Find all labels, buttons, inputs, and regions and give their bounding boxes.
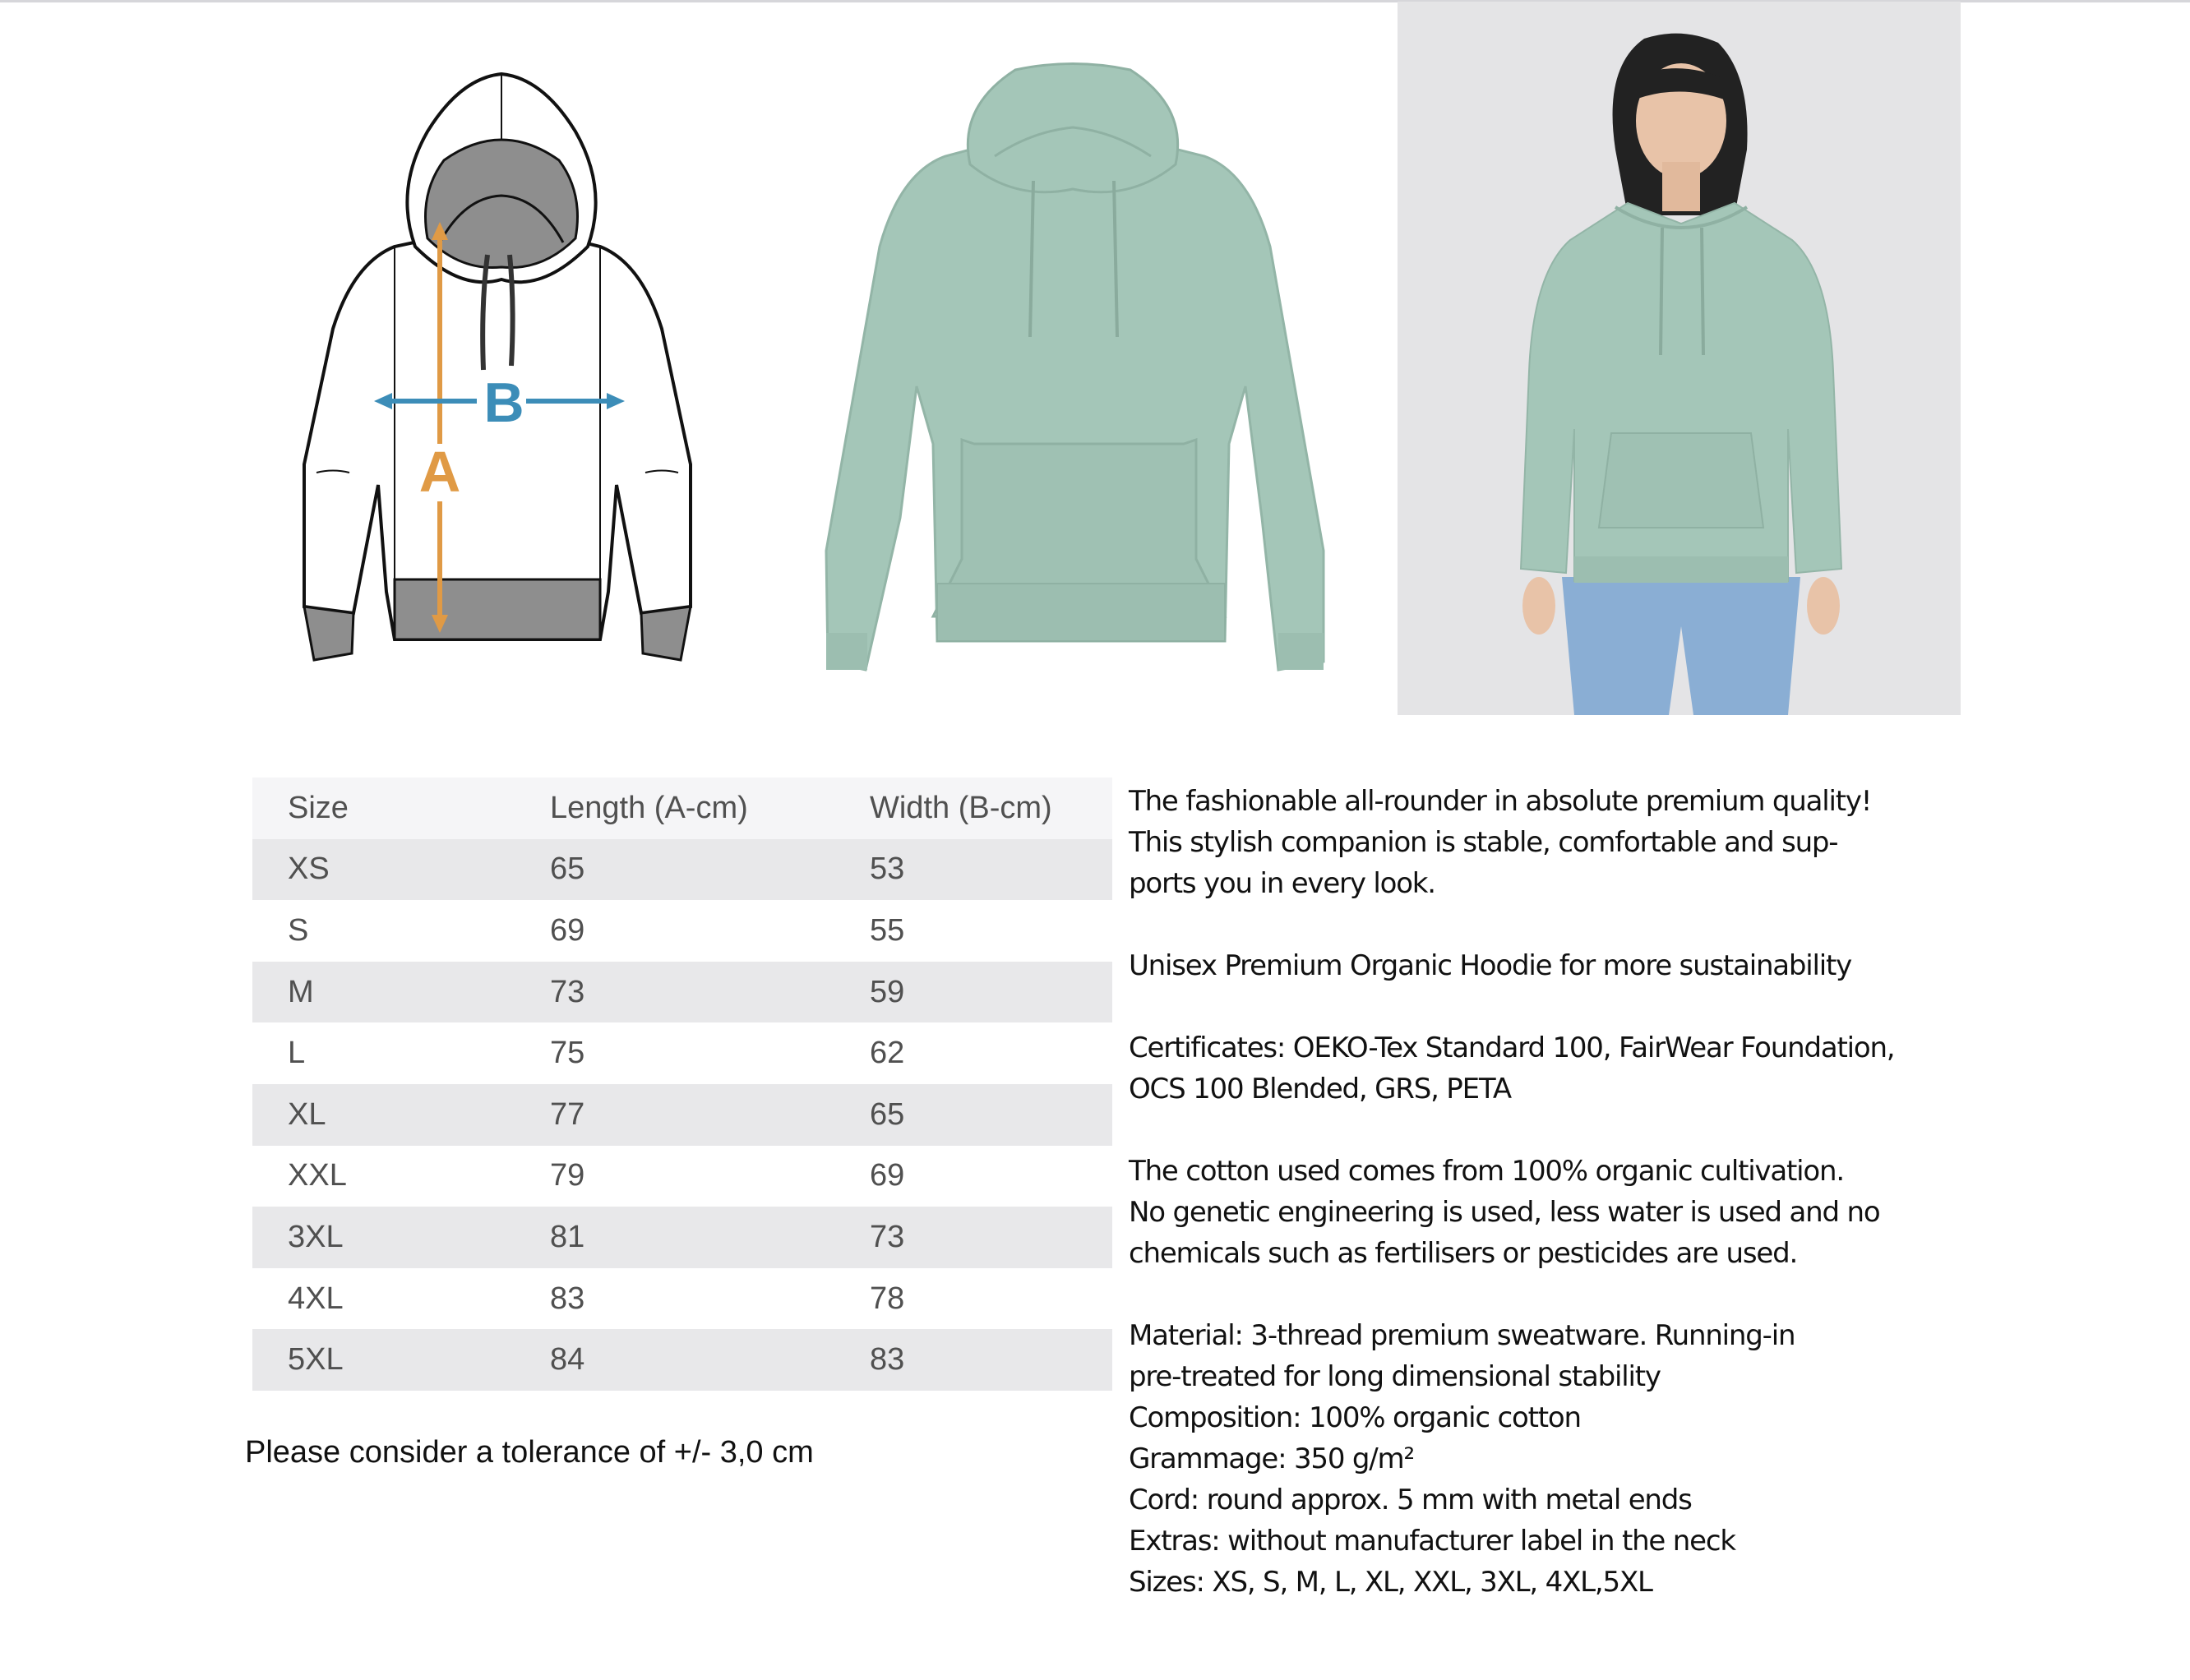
size-cell: 5XL — [288, 1342, 344, 1378]
material-line: Cord: round approx. 5 mm with metal ends — [1129, 1484, 1692, 1516]
length-cell: 65 — [550, 852, 585, 887]
table-row — [252, 839, 1112, 901]
table-row — [252, 962, 1112, 1023]
cotton-line: No genetic engineering is used, less water is used and no — [1129, 1196, 1880, 1229]
length-cell: 84 — [550, 1342, 585, 1378]
length-cell: 75 — [550, 1036, 585, 1071]
size-cell: M — [288, 974, 314, 1009]
table-row — [252, 1146, 1112, 1207]
table-row — [252, 1207, 1112, 1268]
column-header-size: Size — [288, 790, 349, 825]
width-cell: 73 — [870, 1219, 905, 1254]
length-cell: 81 — [550, 1219, 585, 1254]
length-cell: 83 — [550, 1281, 585, 1316]
table-row — [252, 1329, 1112, 1391]
size-chart-table — [252, 778, 1112, 1391]
size-cell: 3XL — [288, 1219, 344, 1254]
material-line: Material: 3-thread premium sweatware. Running-in — [1129, 1319, 1795, 1352]
column-header-width: Width (B-cm) — [870, 790, 1052, 825]
table-row — [252, 1268, 1112, 1330]
size-cell: L — [288, 1036, 306, 1071]
material-line: Composition: 100% organic cotton — [1129, 1401, 1581, 1434]
width-cell: 78 — [870, 1281, 905, 1316]
length-cell: 69 — [550, 912, 585, 948]
width-cell: 69 — [870, 1158, 905, 1193]
material-line: Extras: without manufacturer label in the neck — [1129, 1525, 1735, 1558]
cotton-line: chemicals such as fertilisers or pesticides are used. — [1129, 1237, 1798, 1270]
length-cell: 73 — [550, 974, 585, 1009]
width-cell: 62 — [870, 1036, 905, 1071]
intro-line: The fashionable all-rounder in absolute premium quality! — [1129, 785, 1872, 818]
column-header-length: Length (A-cm) — [550, 790, 748, 825]
tolerance-note: Please consider a tolerance of +/- 3,0 cm — [245, 1435, 814, 1470]
size-cell: XS — [288, 852, 330, 887]
product-subtitle: Unisex Premium Organic Hoodie for more sustainability — [1129, 949, 1852, 982]
width-cell: 55 — [870, 912, 905, 948]
cotton-line: The cotton used comes from 100% organic cultivation. — [1129, 1155, 1844, 1188]
intro-line: ports you in every look. — [1129, 867, 1435, 900]
table-header-row — [252, 778, 1112, 839]
hoodie-measurement-diagram — [271, 58, 732, 682]
label-b: B — [483, 372, 524, 434]
width-cell: 59 — [870, 974, 905, 1009]
material-line: Sizes: XS, S, M, L, XL, XXL, 3XL, 4XL,5XL — [1129, 1566, 1652, 1599]
material-line: Grammage: 350 g/m² — [1129, 1442, 1414, 1475]
certificates-line: OCS 100 Blended, GRS, PETA — [1129, 1073, 1511, 1105]
product-description — [1129, 781, 1918, 1603]
width-cell: 53 — [870, 852, 905, 887]
hoodie-flat-image — [810, 58, 1336, 682]
width-cell: 83 — [870, 1342, 905, 1378]
model-photo — [1398, 2, 1961, 715]
size-cell: 4XL — [288, 1281, 344, 1316]
size-cell: XXL — [288, 1158, 347, 1193]
size-cell: S — [288, 912, 309, 948]
width-cell: 65 — [870, 1096, 905, 1132]
material-line: pre-treated for long dimensional stability — [1129, 1360, 1661, 1393]
table-row — [252, 1022, 1112, 1084]
length-cell: 77 — [550, 1096, 585, 1132]
length-cell: 79 — [550, 1158, 585, 1193]
intro-line: This stylish companion is stable, comfortable and sup- — [1129, 826, 1838, 859]
table-row — [252, 1084, 1112, 1146]
table-row — [252, 900, 1112, 962]
certificates-line: Certificates: OEKO-Tex Standard 100, FairWear Foundation, — [1129, 1032, 1895, 1064]
label-a: A — [418, 440, 461, 504]
size-cell: XL — [288, 1096, 326, 1132]
